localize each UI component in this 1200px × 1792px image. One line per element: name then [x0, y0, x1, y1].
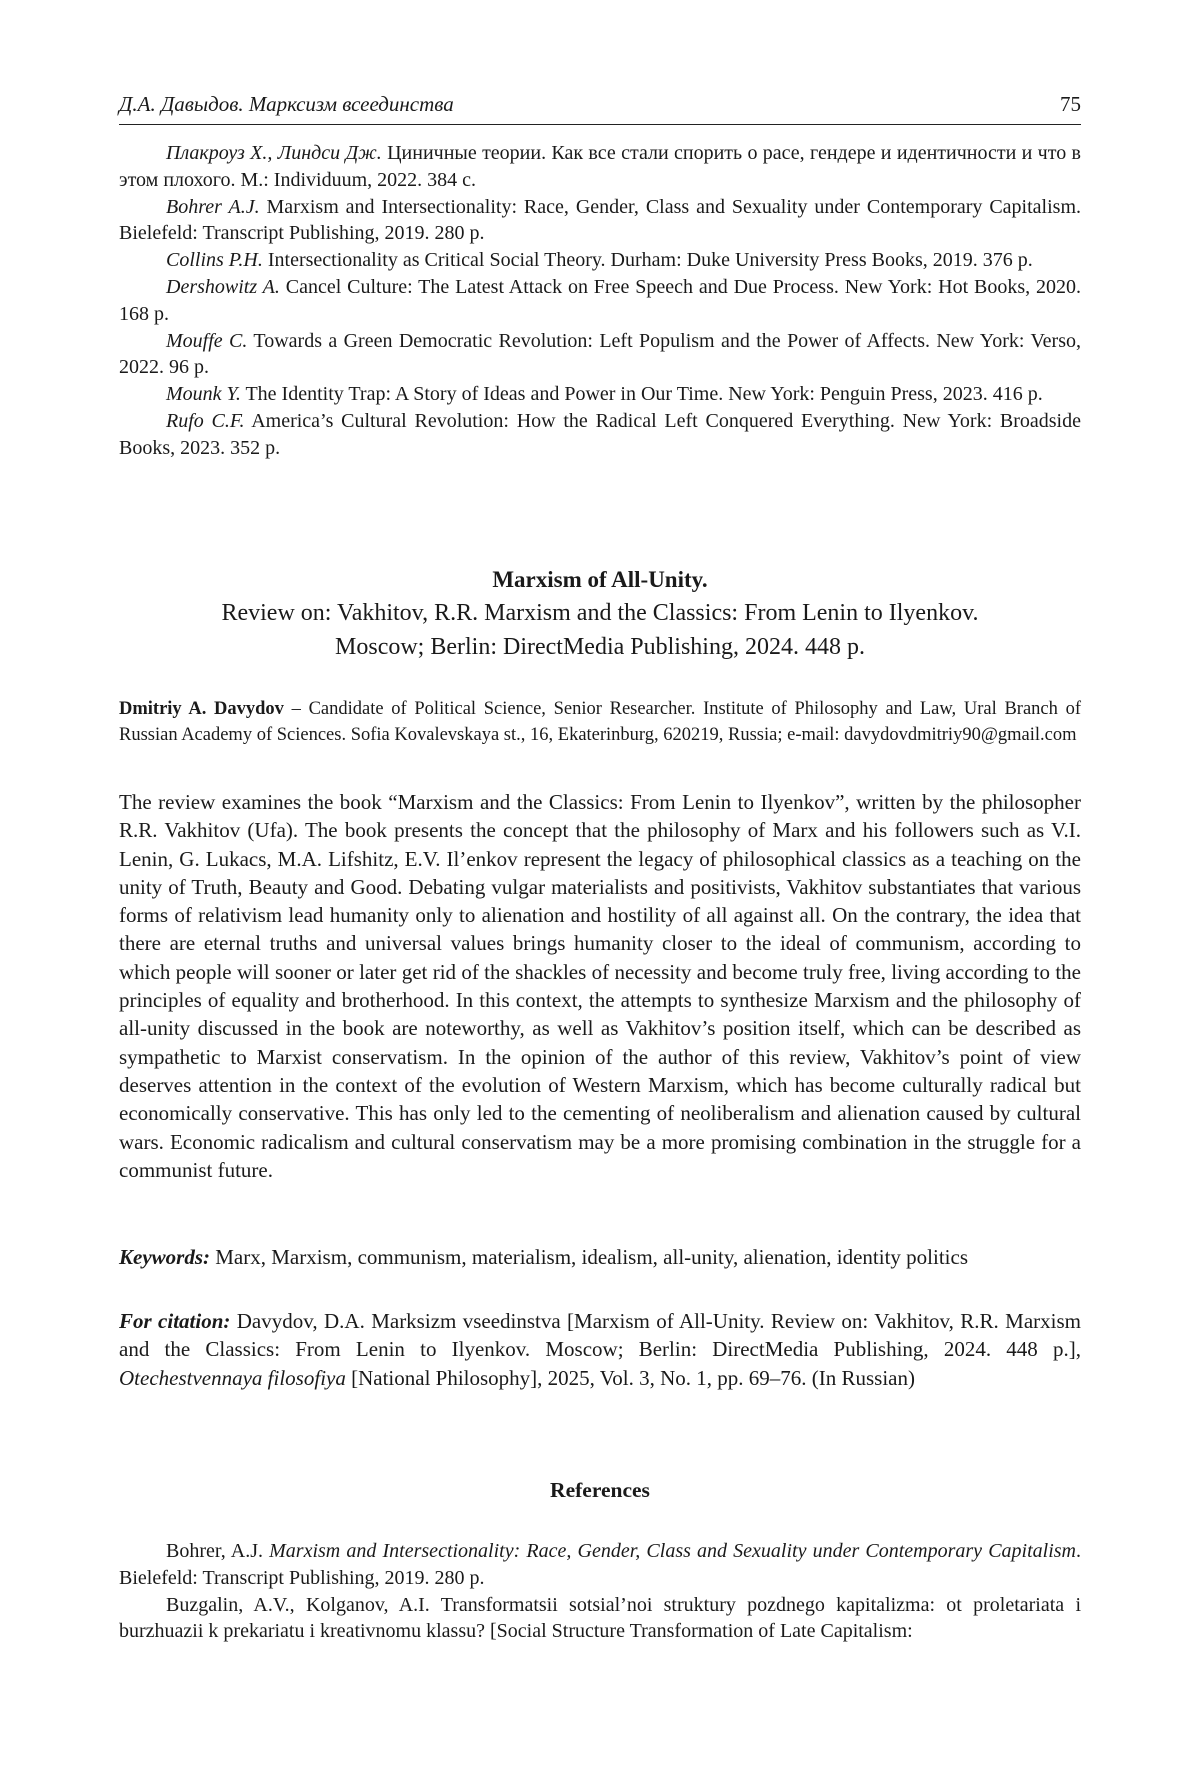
reference-rest: . Bielefeld: Transcript Publishing, 2019. 280 p. [119, 1540, 1081, 1589]
citation-text-1: Davydov, D.A. Marksizm vseedinstva [Marxism of All-Unity. Review on: Vakhitov, R.R. Marxism and the Classics: From Lenin to Ilyenkov. Moscow; Berlin: DirectMedia Publishing, 2024. 448 p.], [119, 1309, 1081, 1362]
article-title: Marxism of All-Unity. [492, 567, 708, 592]
bibliography-entry [119, 381, 1081, 408]
bibliography-text: Marxism and Intersectionality: Race, Gender, Class and Sexuality under Contemporary Capitalism. Bielefeld: Transcript Publishing, 2019. 280 p. [119, 195, 1081, 245]
bibliography-author: Bohrer A.J. [166, 195, 260, 218]
citation [119, 1307, 1081, 1392]
bibliography-entry [119, 408, 1081, 462]
article-title-block [119, 564, 1081, 664]
reference-rest: Transformatsii sotsial’noi struktury pozdnego kapitalizma: ot proletariata i burzhuazii k prekariatu i kreativnomu klassu? [Social Structure Transformation of Late Capitalism: [119, 1593, 1082, 1643]
reference-title: Marxism and Intersectionality: Race, Gender, Class and Sexuality under Contemporary Capitalism [269, 1540, 1076, 1562]
article-subtitle-line-2: Moscow; Berlin: DirectMedia Publishing, 2024. 448 p. [335, 634, 865, 660]
article-subtitle-line-1: Review on: Vakhitov, R.R. Marxism and the Classics: From Lenin to Ilyenkov. [221, 600, 979, 626]
references-list [119, 1538, 1081, 1645]
bibliography-text: Cancel Culture: The Latest Attack on Free Speech and Due Process. New York: Hot Books, 2020. 168 p. [119, 275, 1082, 325]
bibliography-entry [119, 140, 1081, 194]
bibliography-author: Плакроуз Х., Линдси Дж. [166, 142, 382, 164]
bibliography-author: Mounk Y. [166, 383, 241, 406]
running-head-title: Д.А. Давыдов. Марксизм всеединства [119, 92, 454, 116]
author-info: – Candidate of Political Science, Senior Researcher. Institute of Philosophy and Law, Ural Branch of Russian Academy of Sciences. Sofia Kovalevskaya st., 16, Ekaterinburg, 620219, Russia; e-mail: davydovdmitriy90@gmail.com [119, 699, 1081, 745]
bibliography-entry [119, 274, 1081, 328]
reference-author: Bohrer, A.J. [166, 1540, 270, 1562]
running-head [119, 90, 1081, 125]
author-affiliation [119, 696, 1081, 748]
references-heading: References [550, 1478, 650, 1502]
bibliography-author: Dershowitz A. [166, 275, 280, 298]
keywords-label: Keywords: [119, 1245, 210, 1269]
bibliography-text: Intersectionality as Critical Social Theory. Durham: Duke University Press Books, 2019. 376 p. [262, 249, 1033, 272]
citation-journal: Otechestvennaya filosofiya [119, 1365, 346, 1390]
bibliography-text: America’s Cultural Revolution: How the Radical Left Conquered Everything. New York: Broadside Books, 2023. 352 p. [119, 409, 1081, 459]
keywords [119, 1243, 1081, 1271]
bibliography-text: The Identity Trap: A Story of Ideas and Power in Our Time. New York: Penguin Press, 2023. 416 p. [240, 383, 1043, 406]
bibliography-author: Rufo C.F. [166, 409, 245, 432]
keywords-text: Marx, Marxism, communism, materialism, idealism, all-unity, alienation, identity politics [210, 1245, 969, 1269]
bibliography-text: Циничные теории. Как все стали спорить о расе, гендере и идентичности и что в этом плохого. М.: Individuum, 2022. 384 с. [119, 142, 1081, 191]
bibliography-list-top [119, 140, 1081, 462]
reference-entry [119, 1592, 1081, 1646]
abstract: The review examines the book “Marxism and the Classics: From Lenin to Ilyenkov”, written by the philosopher R.R. Vakhitov (Ufa). The book presents the concept that the philosophy of Marx and his followers such as V.I. Lenin, G. Lukacs, M.A. Lifshitz, E.V. Il’enkov represent the legacy of philosophical classics as a teaching on the unity of Truth, Beauty and Good. Debating vulgar materialists and positivists, Vakhitov substantiates that various forms of relativism lead humanity only to alienation and hostility of all against all. On the contrary, the idea that there are eternal truths and universal values brings humanity closer to the ideal of communism, according to which people will sooner or later get rid of the shackles of necessity and become truly free, living according to the principles of equality and brotherhood. In this context, the attempts to synthesize Marxism and the philosophy of all-unity discussed in the book are noteworthy, as well as Vakhitov’s position itself, which can be described as sympathetic to Marxist conservatism. In the opinion of the author of this review, Vakhitov’s point of view deserves attention in the context of the evolution of Western Marxism, which has become culturally radical but economically conservative. This has only led to the cementing of neoliberalism and alienation caused by cultural wars. Economic radicalism and cultural conservatism may be a more promising combination in the struggle for a communist future. [119, 790, 1081, 1182]
page-number: 75 [1060, 92, 1081, 116]
author-name: Dmitriy A. Davydov [119, 699, 284, 719]
bibliography-entry [119, 328, 1081, 382]
reference-entry [119, 1538, 1081, 1592]
bibliography-author: Collins P.H. [166, 249, 263, 272]
reference-author: Buzgalin, A.V., Kolganov, A.I. [166, 1593, 441, 1616]
bibliography-entry [119, 194, 1081, 248]
bibliography-author: Mouffe C. [166, 329, 248, 352]
bibliography-text: Towards a Green Democratic Revolution: Left Populism and the Power of Affects. New York: Verso, 2022. 96 p. [119, 329, 1081, 379]
bibliography-entry [119, 247, 1081, 274]
citation-text-2: [National Philosophy], 2025, Vol. 3, No. 1, pp. 69–76. (In Russian) [345, 1365, 915, 1390]
citation-label: For citation: [119, 1309, 231, 1333]
